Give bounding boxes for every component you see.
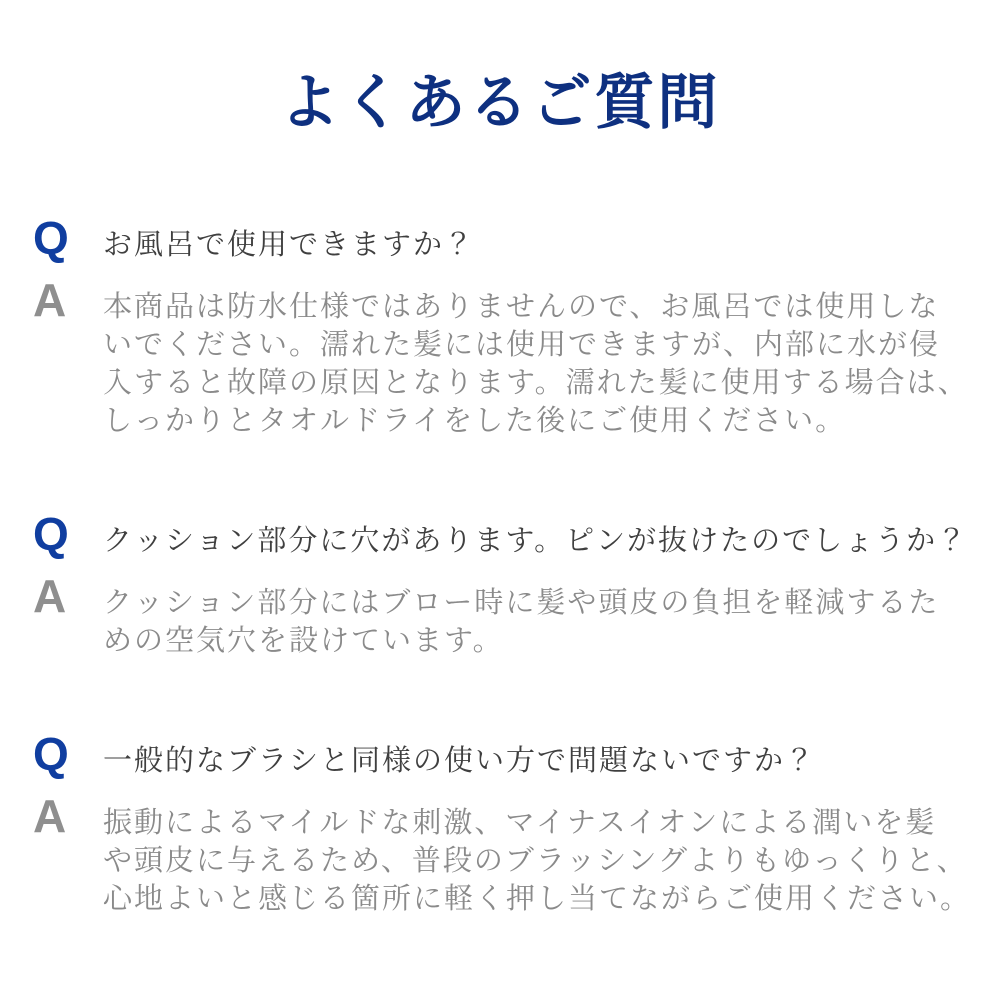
answer-line: しっかりとタオルドライをした後にご使用ください。 <box>103 405 847 437</box>
a-badge: A <box>33 274 67 326</box>
answer-text <box>103 584 939 660</box>
answer-text <box>103 804 971 918</box>
answer-row <box>33 276 980 440</box>
answer-text <box>103 288 969 440</box>
answer-line: めの空気穴を設けています。 <box>103 625 504 657</box>
a-badge: A <box>33 570 67 622</box>
faq-item <box>33 730 980 918</box>
question-row <box>33 510 980 560</box>
q-badge: Q <box>33 508 69 560</box>
page-title: よくあるご質問 <box>279 69 721 136</box>
answer-line: 入すると故障の原因となります。濡れた髪に使用する場合は、 <box>103 367 969 399</box>
question-text: 一般的なブラシと同様の使い方で問題ないですか？ <box>103 745 817 777</box>
answer-row <box>33 792 980 918</box>
answer-line: クッション部分にはブロー時に髪や頭皮の負担を軽減するた <box>103 587 940 619</box>
answer-line: 振動によるマイルドな刺激、マイナスイオンによる潤いを髪 <box>103 807 937 839</box>
faq-list <box>0 214 1000 918</box>
a-badge: A <box>33 790 67 842</box>
question-text: お風呂で使用できますか？ <box>103 229 476 261</box>
question-row <box>33 214 980 264</box>
q-badge: Q <box>33 212 69 264</box>
q-badge: Q <box>33 728 69 780</box>
question-text: クッション部分に穴があります。ピンが抜けたのでしょうか？ <box>103 525 969 557</box>
answer-line: いでください。濡れた髪には使用できますが、内部に水が侵 <box>103 329 941 361</box>
answer-line: 心地よいと感じる箇所に軽く押し当てながらご使用ください。 <box>103 883 972 915</box>
answer-line: や頭皮に与えるため、普段のブラッシングよりもゆっくりと、 <box>103 845 968 877</box>
answer-line: 本商品は防水仕様ではありませんので、お風呂では使用しな <box>103 291 940 323</box>
faq-item <box>33 214 980 440</box>
answer-row <box>33 572 980 660</box>
faq-item <box>33 510 980 660</box>
question-row <box>33 730 980 780</box>
